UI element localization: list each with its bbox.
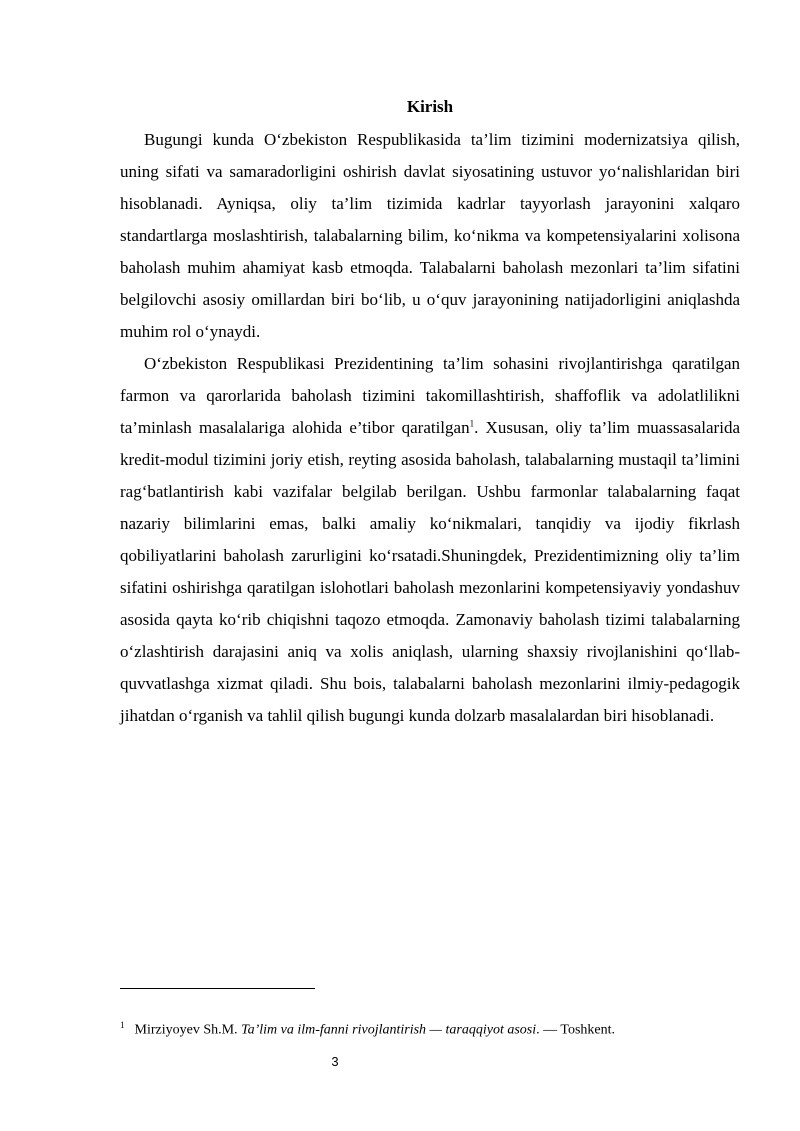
footnote-separator [120,988,315,989]
footnote-mark: 1 [120,1020,125,1030]
body-text [120,124,740,732]
paragraph-2-text-a: O‘zbekiston Respublikasi Prezidentining ta’lim sohasini rivojlantirishga qaratilgan farmon va qarorlarida baholash tizimini takomillashtirish, shaffoflik va adolatlilikni ta’minlash masalalariga alohida e’tibor qaratilgan [120,354,740,437]
footnote-title: Ta’lim va ilm-fanni rivojlantirish — taraqqiyot asosi [241,1022,537,1038]
paragraph-1: Bugungi kunda O‘zbekiston Respublikasida ta’lim tizimini modernizatsiya qilish, uning sifati va samaradorligini oshirish davlat siyosatining ustuvor yo‘nalishlaridan biri hisoblanadi. Ayniqsa, oliy ta’lim tizimida kadrlar tayyorlash jarayonini xalqaro standartlarga moslashtirish, talabalarning bilim, ko‘nikma va kompetensiyalarini xolisona baholash muhim ahamiyat kasb etmoqda. Talabalarni baholash mezonlari ta’lim sifatini belgilovchi asosiy omillardan biri bo‘lib, u o‘quv jarayonining natijadorligini aniqlashda muhim rol o‘ynaydi. [120,130,740,341]
paragraph-2-text-b: . Xususan, oliy ta’lim muassasalarida kredit-modul tizimini joriy etish, reyting asosida baholash, talabalarning mustaqil ta’limini rag‘batlantirish kabi vazifalar belgilab berilgan. Ushbu farmonlar talabalarning faqat nazariy bilimlarini emas, balki amaliy ko‘nikmalari, tanqidiy va ijodiy fikrlash qobiliyatlarini baholash zarurligini ko‘rsatadi.Shuningdek, Prezidentimizning oliy ta’lim sifatini oshirishga qaratilgan islohotlari baholash mezonlarini kompetensiyaviy yondashuv asosida qayta ko‘rib chiqishni taqozo etmoqda. Zamonaviy baholash tizimi talabalarning o‘zlashtirish darajasini aniq va xolis aniqlash, ularning shaxsiy rivojlanishini qo‘llab-quvvatlashga xizmat qiladi. Shu bois, talabalarni baholash mezonlarini ilmiy-pedagogik jihatdan o‘rganish va tahlil qilish bugungi kunda dolzarb masalalardan biri hisoblanadi. [120,418,740,725]
footnote [120,1016,760,1040]
page-number: 3 [331,1054,339,1069]
footnote-author: Mirziyoyev Sh.M. [134,1022,242,1038]
footnote-reference[interactable]: 1 [469,418,475,429]
footnote-rest: . — Toshkent. [536,1022,615,1038]
paragraph-2 [120,348,740,732]
section-title: Kirish [406,97,454,116]
